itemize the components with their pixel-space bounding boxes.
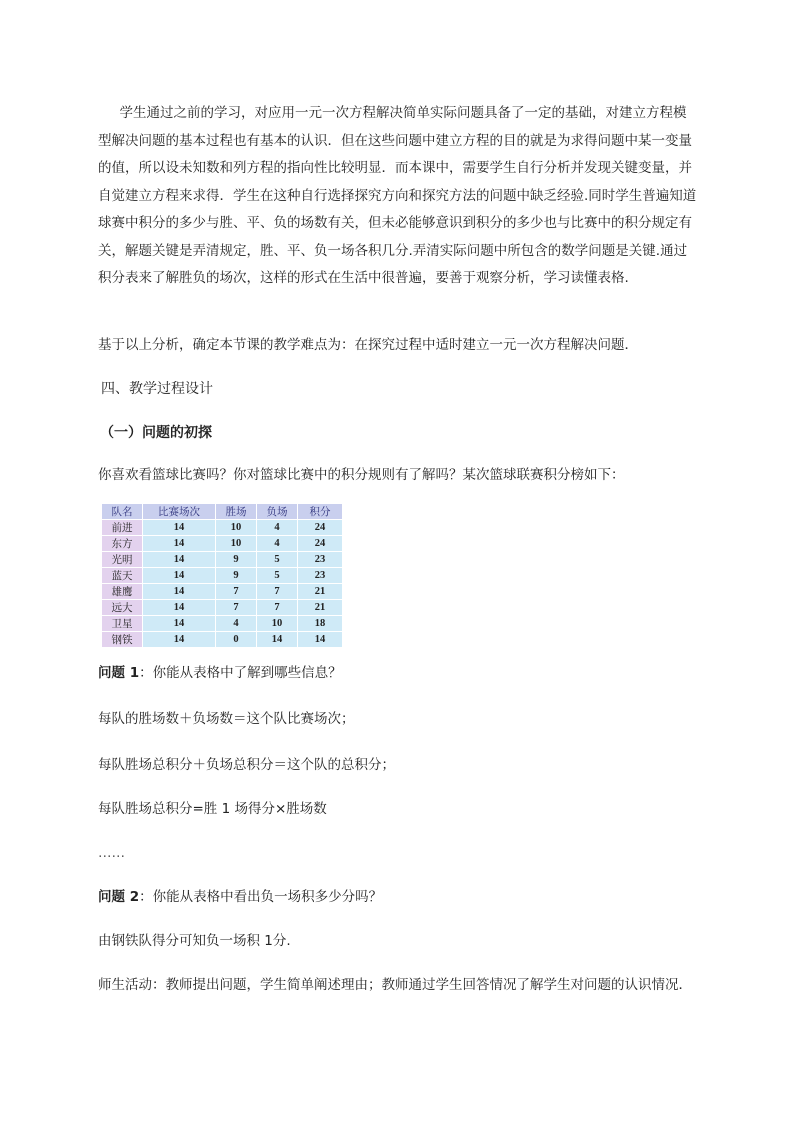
team-name-cell: 光明 [102,552,143,568]
table-row [102,552,343,568]
table-cell: 5 [257,552,298,568]
table-row [102,536,343,552]
table-cell: 21 [298,600,343,616]
ellipsis: …… [98,845,125,861]
team-name-cell: 钢铁 [102,632,143,648]
paragraph-conclusion-text: 基于以上分析，确定本节课的教学难点为：在探究过程中适时建立一元一次方程解决问题． [98,337,638,353]
table-cell: 24 [298,536,343,552]
score-table [101,503,343,648]
question-2 [98,888,382,906]
question-2-label: 问题 2 [98,889,140,905]
table-header-cell: 比赛场次 [143,504,216,520]
info-line-3: 每队胜场总积分=胜 1 场得分×胜场数 [98,801,327,817]
question-1 [98,664,342,682]
table-cell: 0 [216,632,257,648]
table-cell: 14 [143,600,216,616]
table-cell: 7 [216,584,257,600]
table-row [102,600,343,616]
table-cell: 14 [143,536,216,552]
table-cell: 4 [257,520,298,536]
table-header-cell: 队名 [102,504,143,520]
table-cell: 10 [257,616,298,632]
table-cell: 14 [143,632,216,648]
team-name-cell: 卫星 [102,616,143,632]
table-cell: 7 [257,600,298,616]
table-cell: 4 [257,536,298,552]
table-cell: 14 [143,552,216,568]
section-heading: 四、教学过程设计 [101,381,213,397]
table-cell: 24 [298,520,343,536]
table-cell: 10 [216,520,257,536]
table-cell: 14 [143,568,216,584]
table-cell: 10 [216,536,257,552]
table-row [102,616,343,632]
table-cell: 14 [143,584,216,600]
table-cell: 7 [257,584,298,600]
table-cell: 23 [298,568,343,584]
table-cell: 4 [216,616,257,632]
team-name-cell: 蓝天 [102,568,143,584]
table-cell: 18 [298,616,343,632]
table-row [102,584,343,600]
table-cell: 9 [216,552,257,568]
team-name-cell: 前进 [102,520,143,536]
answer-text: 由钢铁队得分可知负一场积 1分. [98,933,291,949]
team-name-cell: 远大 [102,600,143,616]
activity-text: 师生活动：教师提出问题，学生简单阐述理由；教师通过学生回答情况了解学生对问题的认识情况． [98,977,692,993]
table-cell: 14 [298,632,343,648]
table-cell: 7 [216,600,257,616]
question-1-text: ：你能从表格中了解到哪些信息？ [139,665,342,681]
table-header-cell: 积分 [298,504,343,520]
info-line-1: 每队的胜场数＋负场数＝这个队比赛场次； [98,711,355,727]
paragraph-conclusion [98,336,638,354]
table-cell: 14 [257,632,298,648]
paragraph-analysis [98,100,698,293]
table-header-cell: 负场 [257,504,298,520]
table-header-row [102,504,343,520]
table-row [102,568,343,584]
intro-text: 你喜欢看篮球比赛吗？你对篮球比赛中的积分规则有了解吗？某次篮球联赛积分榜如下： [98,467,625,483]
team-name-cell: 东方 [102,536,143,552]
team-name-cell: 雄鹰 [102,584,143,600]
table-cell: 23 [298,552,343,568]
paragraph-analysis-text: 学生通过之前的学习，对应用一元一次方程解决简单实际问题具备了一定的基础，对建立方程模型解决问题的基本过程也有基本的认识．但在这些问题中建立方程的目的就是为求得问题中某一变量的值，所以设未知数和列方程的指向性比较明显．而本课中，需要学生自行分析并发现关键变量，并自觉建立方程来求得．学生在这种自行选择探究方向和探究方法的问题中缺乏经验.同时学生普遍知道球赛中积分的多少与胜、平、负的场数有关，但未必能够意识到积分的多少也与比赛中的积分规定有关，解题关键是弄清规定，胜、平、负一场各积几分.弄清实际问题中所包含的数学问题是关键.通过积分表来了解胜负的场次，这样的形式在生活中很普遍，要善于观察分析，学习读懂表格. [98,105,697,286]
table-header-cell: 胜场 [216,504,257,520]
sub-heading: （一）问题的初探 [100,425,212,441]
info-line-2: 每队胜场总积分＋负场总积分＝这个队的总积分； [98,757,395,773]
table-cell: 14 [143,616,216,632]
question-2-text: ：你能从表格中看出负一场积多少分吗？ [139,889,383,905]
table-cell: 9 [216,568,257,584]
question-1-label: 问题 1 [98,665,140,681]
table-row [102,520,343,536]
table-cell: 5 [257,568,298,584]
table-row [102,632,343,648]
table-cell: 14 [143,520,216,536]
table-cell: 21 [298,584,343,600]
